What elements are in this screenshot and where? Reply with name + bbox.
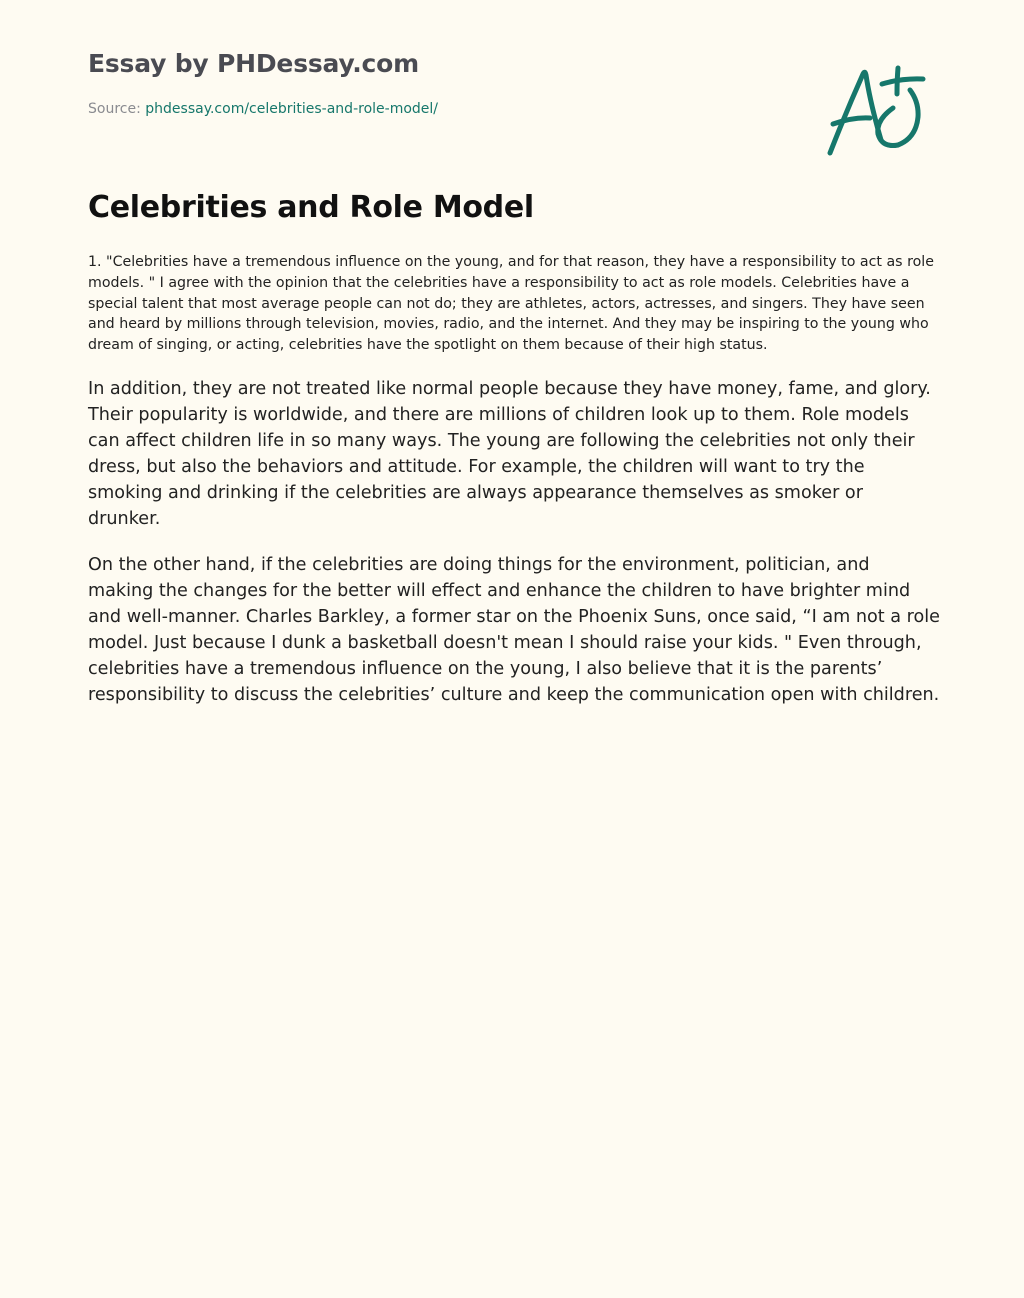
source-line — [88, 101, 438, 117]
site-brand: Essay by PHDessay.com — [88, 49, 419, 78]
source-link[interactable]: phdessay.com/celebrities-and-role-model/ — [145, 101, 439, 117]
essay-paragraph-1: 1. "Celebrities have a tremendous influence on the young, and for that reason, they have a responsibility to act as role models. " I agree with the opinion that the celebrities have a responsibility to act as role models. Celebrities have a special talent that most average people can not do; they are athletes, actors, actresses, and singers. They have seen and heard by millions through television, movies, radio, and the internet. And they may be inspiring to the young who dream of singing, or acting, celebrities have the spotlight on them because of their high status. — [88, 254, 934, 354]
a-plus-logo-icon — [818, 62, 932, 162]
essay-paragraph-3: On the other hand, if the celebrities are doing things for the environment, politician, and making the changes for the better will effect and enhance the children to have brighter mind and well-manner. Charles Barkley, a former star on the Phoenix Suns, once said, “I am not a role model. Just because I dunk a basketball doesn't mean I should raise your kids. " Even through, celebrities have a tremendous influence on the young, I also believe that it is the parents’ responsibility to discuss the celebrities’ culture and keep the communication open with children. — [88, 555, 940, 705]
essay-title: Celebrities and Role Model — [88, 190, 534, 225]
essay-paragraph-2: In addition, they are not treated like normal people because they have money, fame, and glory. Their popularity is worldwide, and there are millions of children look up to them. Role models can affect children life in so many ways. The young are following the celebrities not only their dress, but also the behaviors and attitude. For example, the children will want to try the smoking and drinking if the celebrities are always appearance themselves as smoker or drunker. — [88, 379, 931, 529]
source-label: Source: — [88, 101, 146, 117]
